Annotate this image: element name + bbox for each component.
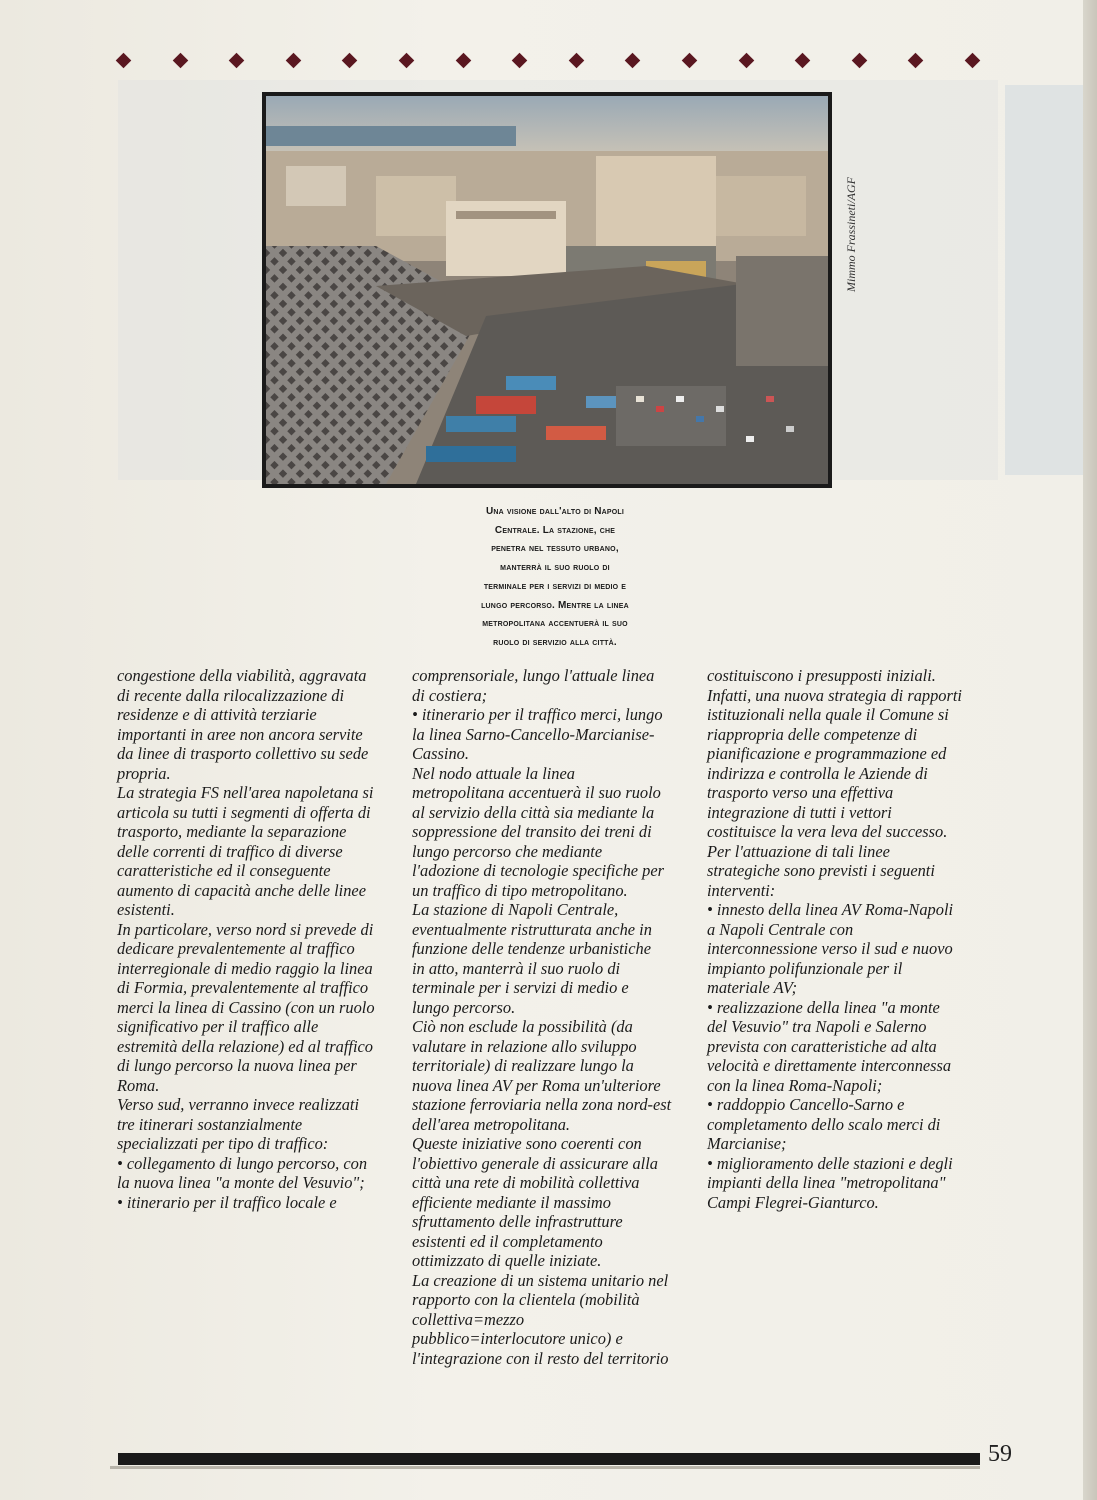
text-line: trasporto, mediante la separazione [117,822,347,841]
caption-line: Una visione dall'alto di Napoli [485,506,625,517]
text-line: tre itinerari sostanzialmente [117,1114,303,1134]
text-line: interconnessione verso il sud e nuovo [707,939,953,958]
text-line: propria. [117,763,171,783]
text-line: • miglioramento delle stazioni e degli [707,1153,953,1173]
text-line: con la linea Roma-Napoli; [707,1075,883,1095]
text-line: prevista con caratteristiche ad alta [707,1036,937,1056]
text-line: di recente dalla rilocalizzazione di [117,685,345,705]
text-line: In particolare, verso nord si prevede di [117,919,374,939]
text-line: eventualmente ristrutturata anche in [412,919,652,939]
text-line: velocità e direttamente interconnessa [707,1056,952,1075]
text-line: aumento di capacità anche delle linee [117,880,366,900]
diamond-ornament [286,52,302,68]
text-line: integrazione di tutti i vettori [707,802,892,822]
text-line: La creazione di un sistema unitario nel [412,1270,669,1290]
text-line: Nel nodo attuale la linea [412,763,575,783]
text-line: lungo percorso che mediante [412,841,603,861]
text-line: merci la linea di Cassino (con un ruolo [117,997,375,1017]
text-line: territoriale) di realizzare lungo la [412,1056,634,1075]
caption-line: ruolo di servizio alla città. [493,636,617,648]
text-line: Ciò non esclude la possibilità (da [412,1017,633,1036]
text-line: di costiera; [412,685,488,705]
diamond-ornament [682,52,698,68]
text-line: efficiente mediante il massimo [412,1192,611,1212]
diamond-ornament [399,52,415,68]
text-line: • innesto della linea AV Roma-Napoli [707,900,954,919]
text-line: lungo percorso. [412,997,516,1017]
text-line: comprensoriale, lungo l'attuale linea [412,666,655,685]
diamond-ornament [965,52,981,68]
text-column-3 [707,666,992,1212]
text-line: interregionale di medio raggio la linea [117,958,373,978]
text-line: Roma. [117,1075,160,1095]
diamond-ornament [625,52,641,68]
text-line: al servizio della città sia mediante la [412,802,655,822]
text-line: la nuova linea "a monte del Vesuvio"; [117,1173,365,1192]
text-line: • itinerario per il traffico merci, lungo [412,705,663,724]
text-line: Marcianise; [707,1134,787,1153]
text-line: nuova linea AV per Roma un'ulteriore [412,1075,661,1095]
text-line: esistenti. [117,900,175,919]
text-line: impianti della linea "metropolitana" [707,1173,946,1192]
text-column-1 [117,666,402,1212]
text-line: significativo per il traffico alle [117,1017,319,1036]
text-line: pubblico=interlocutore unico) e [412,1329,623,1348]
caption-line: penetra nel tessuto urbano, [491,543,619,555]
text-line: di lungo percorso la nuova linea per [117,1056,357,1075]
photo-credit: Mimmo Frassineti/AGF [844,177,858,292]
text-line: Queste iniziative sono coerenti con [412,1134,642,1153]
text-line: La strategia FS nell'area napoletana si [117,783,374,802]
caption-line: manterrà il suo ruolo di [500,562,610,574]
text-line: strategiche sono previsti i seguenti [707,861,935,880]
text-line: rapporto con la clientela (mobilità [412,1290,640,1309]
text-line: pianificazione e programmazione ed [707,744,947,763]
diamond-ornament [738,52,754,68]
text-line: articola su tutti i segmenti di offerta di [117,802,371,822]
text-line: l'integrazione con il resto del territorio [412,1348,669,1368]
text-line: caratteristiche ed il conseguente [117,861,331,880]
text-line: esistenti ed il completamento [412,1231,603,1251]
text-line: materiale AV; [707,978,798,997]
text-line: dell'area metropolitana. [412,1114,570,1134]
footer-rule [118,1453,980,1465]
text-line: valutare in relazione allo sviluppo [412,1036,637,1056]
diamond-ornament [512,52,528,68]
text-column-2 [412,666,697,1368]
text-line: • collegamento di lungo percorso, con [117,1153,368,1173]
text-line: l'adozione di tecnologie specifiche per [412,861,665,880]
diamond-ornament-row [118,50,978,70]
diamond-ornament [795,52,811,68]
caption-line: Centrale. La stazione, che [494,524,616,536]
text-line: Infatti, una nuova strategia di rapporti [707,685,962,705]
text-line: stazione ferroviaria nella zona nord-est [412,1095,672,1114]
text-line: dedicare prevalentemente al traffico [117,939,355,958]
text-line: a Napoli Centrale con [707,919,854,939]
aerial-photo-illustration [266,96,828,484]
text-line: la linea Sarno-Cancello-Marcianise- [412,724,655,744]
text-line: soppressione del transito dei treni di [412,822,652,841]
text-line: funzione delle tendenze urbanistiche [412,939,651,958]
diamond-ornament [908,52,924,68]
page-spine [1083,0,1097,1500]
text-line: specializzati per tipo di traffico: [117,1134,329,1153]
text-line: di Formia, prevalentemente al traffico [117,978,369,997]
diamond-ornament [851,52,867,68]
diamond-ornament [342,52,358,68]
diamond-ornament [455,52,471,68]
text-line: trasporto verso una effettiva [707,783,894,802]
text-line: congestione della viabilità, aggravata [117,666,367,685]
photo-caption [432,503,678,653]
text-line: l'obiettivo generale di assicurare alla [412,1153,658,1173]
footer-rule-shadow [110,1466,980,1469]
diamond-ornament [116,52,132,68]
text-line: metropolitana accentuerà il suo ruolo [412,783,661,802]
text-line: sfruttamento delle infrastrutture [412,1212,623,1231]
text-line: del Vesuvio" tra Napoli e Salerno [707,1017,927,1036]
text-line: collettiva=mezzo [412,1309,525,1329]
page-number: 59 [988,1441,1012,1467]
aerial-photo-napoli-centrale [262,92,832,488]
text-line: terminale per i servizi di medio e [412,978,629,997]
text-line: • raddoppio Cancello-Sarno e [707,1095,905,1114]
text-line: in atto, manterrà il suo ruolo di [412,958,621,978]
text-line: estremità della relazione) ed al traffico [117,1036,373,1056]
diamond-ornament [568,52,584,68]
text-line: città una rete di mobilità collettiva [412,1173,640,1192]
caption-line: terminale per i servizi di medio e [483,580,627,592]
text-line: un traffico di tipo metropolitano. [412,880,628,900]
text-line: delle correnti di traffico di diverse [117,841,343,861]
text-line: completamento dello scalo merci di [707,1114,941,1134]
text-line: costituiscono i presupposti iniziali. [707,666,936,685]
text-line: Cassino. [412,744,469,763]
text-line: importanti in aree non ancora servite [117,724,363,744]
text-line: indirizza e controlla le Aziende di [707,763,928,783]
caption-line: lungo percorso. Mentre la linea [481,599,629,611]
text-line: Per l'attuazione di tali linee [707,841,890,861]
text-line: costituisce la vera leva del successo. [707,822,948,841]
text-line: impianto polifunzionale per il [707,958,903,978]
caption-line: metropolitana accentuerà il suo [482,618,628,630]
text-line: da linee di trasporto collettivo su sede [117,744,369,763]
text-line: istituzionali nella quale il Comune si [707,705,949,724]
text-line: • itinerario per il traffico locale e [117,1192,337,1212]
text-line: ottimizzato di quelle iniziate. [412,1251,602,1270]
diamond-ornament [229,52,245,68]
text-line: Verso sud, verranno invece realizzati [117,1095,360,1114]
text-line: interventi: [707,880,776,900]
diamond-ornament [172,52,188,68]
text-line: • realizzazione della linea "a monte [707,997,940,1017]
text-line: residenze e di attività terziarie [117,705,317,724]
text-line: riappropria delle competenze di [707,724,918,744]
text-line: Campi Flegrei-Gianturco. [707,1192,879,1212]
text-line: La stazione di Napoli Centrale, [412,900,619,919]
